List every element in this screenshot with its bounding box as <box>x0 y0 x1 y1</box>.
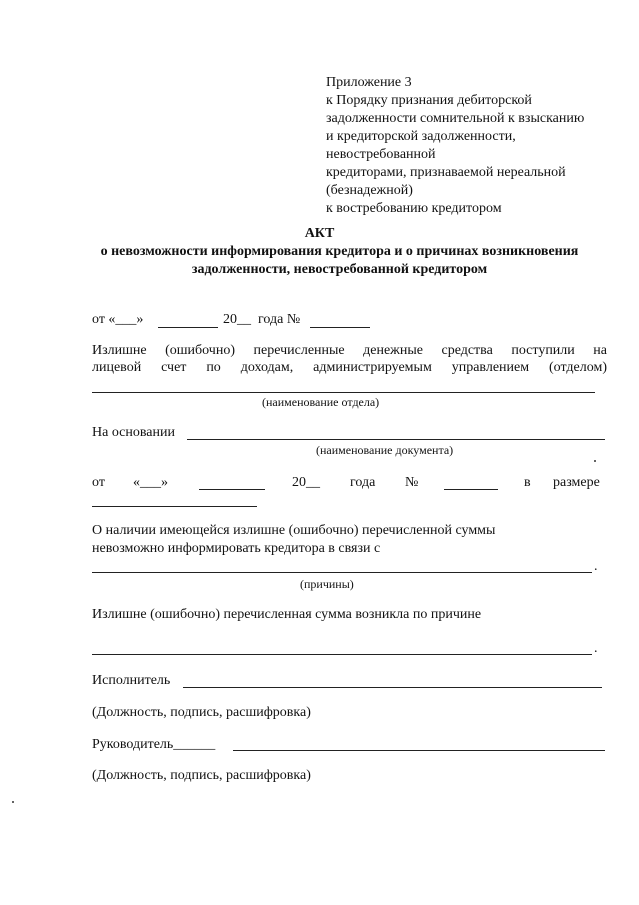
head-field[interactable] <box>233 750 605 751</box>
appendix-line: к востребованию кредитором <box>326 201 502 216</box>
basis-label: На основании <box>92 425 175 440</box>
date2-year-prefix: 20__ <box>292 475 320 490</box>
department-name-field[interactable] <box>92 392 595 393</box>
para1-line1: Излишне (ошибочно) перечисленные денежные средства поступили на <box>92 343 607 358</box>
date2-month-field[interactable] <box>199 489 265 490</box>
appendix-block <box>326 74 584 218</box>
appendix-line: задолженности сомнительной к взысканию <box>326 111 585 126</box>
stray-mark <box>594 460 596 462</box>
reasons-end-dot: . <box>594 559 598 574</box>
department-caption: (наименование отдела) <box>262 395 380 409</box>
appendix-line: (безнадежной) <box>326 183 413 198</box>
reasons-field[interactable] <box>92 572 592 573</box>
executor-label: Исполнитель <box>92 673 171 688</box>
date-year-prefix: 20__ <box>223 312 251 327</box>
document-name-field[interactable] <box>187 439 605 440</box>
date-year-label: года № <box>258 312 301 327</box>
date2-from-label: от <box>92 475 105 490</box>
cause-field[interactable] <box>92 654 592 655</box>
act-title-line2: задолженности, невостребованной кредитором <box>191 262 488 277</box>
date-month-field[interactable] <box>158 327 218 328</box>
date2-number-field[interactable] <box>444 489 498 490</box>
date2-day-field[interactable]: «___» <box>133 475 168 490</box>
act-number-field[interactable] <box>310 327 370 328</box>
cause-end-dot: . <box>594 641 598 656</box>
date2-number-sign: № <box>405 475 419 490</box>
amount-field[interactable] <box>92 506 257 507</box>
appendix-line: и кредиторской задолженности, <box>326 129 516 144</box>
appendix-line: невостребованной <box>326 147 436 162</box>
appendix-line: Приложение 3 <box>326 75 412 90</box>
para3-line1: Излишне (ошибочно) перечисленная сумма возникла по причине <box>92 607 482 622</box>
reasons-caption: (причины) <box>300 577 354 591</box>
date-from-label: от «___» <box>92 312 144 327</box>
head-caption: (Должность, подпись, расшифровка) <box>92 768 311 783</box>
para1-line2: лицевой счет по доходам, администрируемым управлением (отделом) <box>92 360 607 375</box>
date2-in-word: в <box>524 475 531 490</box>
para2-line2: невозможно информировать кредитора в связи с <box>92 541 381 556</box>
executor-caption: (Должность, подпись, расшифровка) <box>92 705 311 720</box>
appendix-line: кредиторами, признаваемой нереальной <box>326 165 566 180</box>
executor-field[interactable] <box>183 687 602 688</box>
act-title-line1: о невозможности информирования кредитора и о причинах возникновения <box>100 244 579 259</box>
appendix-line: к Порядку признания дебиторской <box>326 93 532 108</box>
date2-amount-word: размере <box>553 475 600 490</box>
date2-year-word: года <box>350 475 376 490</box>
act-heading: АКТ <box>304 226 335 241</box>
stray-mark <box>12 801 14 803</box>
para2-line1: О наличии имеющейся излишне (ошибочно) перечисленной суммы <box>92 523 496 538</box>
document-caption: (наименование документа) <box>316 443 454 457</box>
head-label: Руководитель______ <box>92 737 216 752</box>
